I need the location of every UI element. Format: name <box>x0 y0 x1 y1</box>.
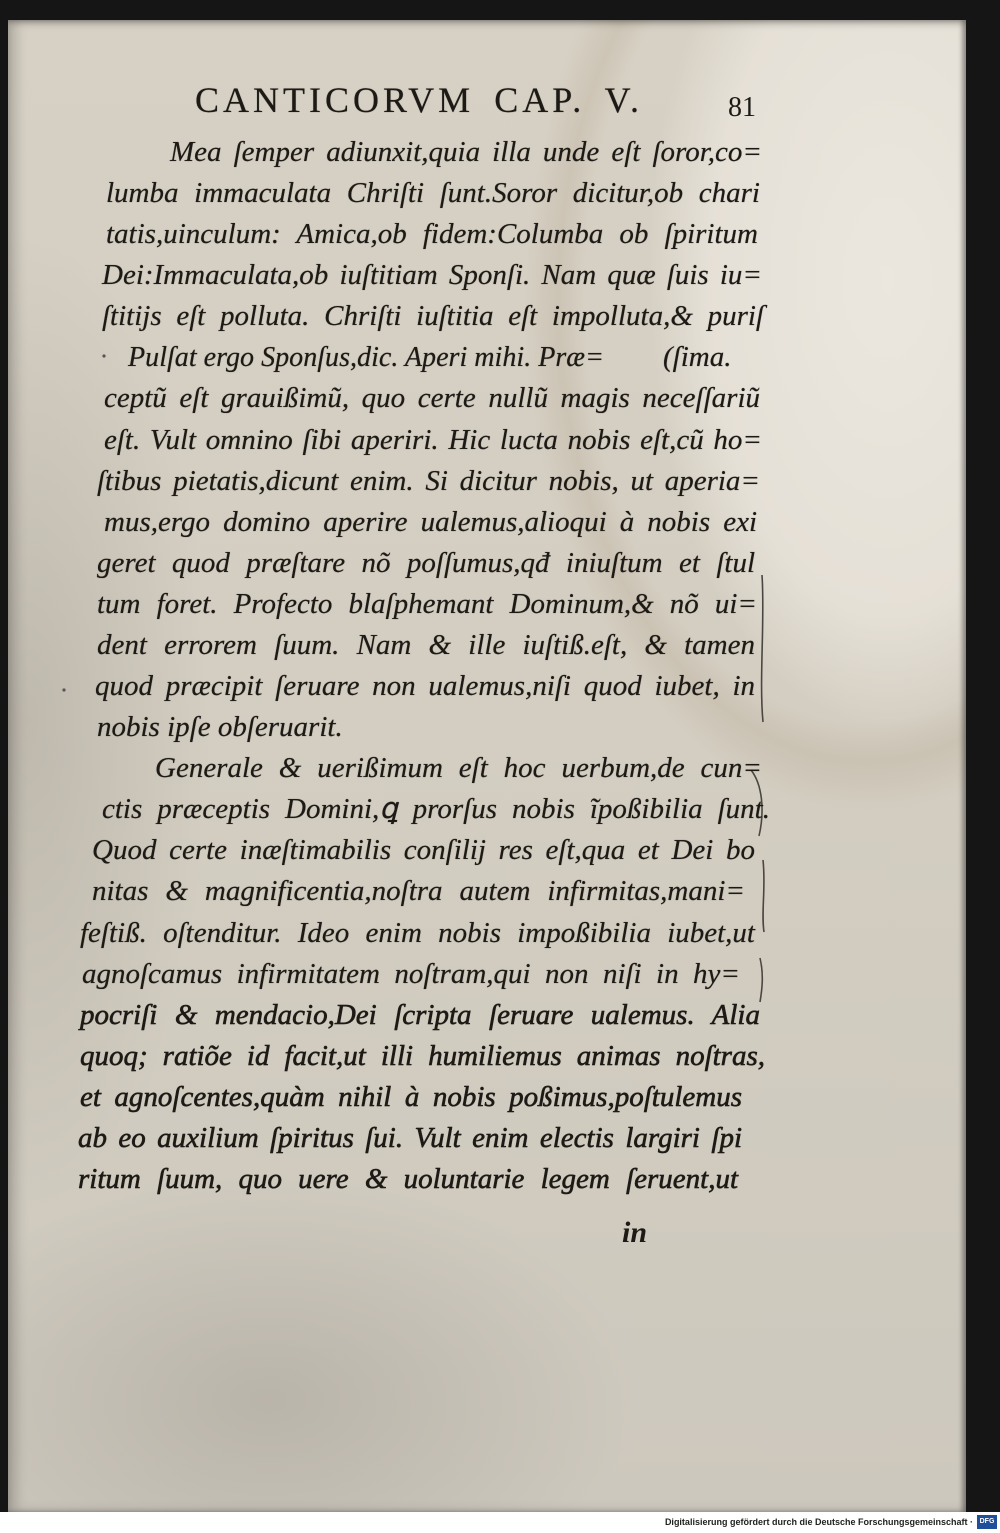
text-line <box>95 666 755 707</box>
footer-credit: Digitalisierung gefördert durch die Deutsche Forschungsgemeinschaft · <box>664 1517 973 1527</box>
text-line-text: feſtiß. oſtenditur. Ideo enim nobis impoßibilia iubet,ut <box>80 917 755 949</box>
text-line-text: nitas & magnificentia,noſtra autem infirmitas,mani= <box>92 875 745 907</box>
text-line-text: dent errorem ſuum. Nam & ille iuſtiß.eſt, & tamen <box>97 629 755 661</box>
text-line <box>92 830 755 871</box>
text-line-text: Dei:Immaculata,ob iuſtitiam Sponſi. Nam quæ ſuis iu= <box>102 259 762 291</box>
text-line <box>102 296 764 337</box>
text-line <box>104 378 760 419</box>
margin-dot <box>102 354 105 357</box>
text-line <box>82 954 740 995</box>
text-line-text: eſt. Vult omnino ſibi aperiri. Hic lucta nobis eſt,cũ ho= <box>104 424 762 456</box>
text-line-text: ſtibus pietatis,dicunt enim. Si dicitur nobis, ut aperia= <box>97 465 760 497</box>
margin-mark <box>760 958 762 1002</box>
text-line <box>80 995 760 1036</box>
text-line <box>80 913 755 954</box>
line-carryover-text: (ſima. <box>663 341 732 373</box>
text-line <box>106 214 758 255</box>
running-head <box>195 80 643 120</box>
digitization-footer <box>0 1512 1000 1533</box>
text-line <box>78 1159 738 1200</box>
text-line-text: lumba immaculata Chriſti ſunt.Soror dicitur,ob chari <box>106 177 760 209</box>
text-line <box>128 337 604 378</box>
text-line-text: et agnoſcentes,quàm nihil à nobis poßimus,poſtulemus <box>80 1081 742 1113</box>
text-line-text: tatis,uinculum: Amica,ob fidem:Columba ob ſpiritum <box>106 218 758 250</box>
running-head-text: CANTICORVM CAP. V. <box>195 80 643 120</box>
text-line-text: tum foret. Profecto blaſphemant Dominum,& nõ ui= <box>97 588 757 620</box>
text-line <box>97 584 757 625</box>
text-line-text: Pulſat ergo Sponſus,dic. Aperi mihi. Præ= <box>128 341 604 373</box>
text-line-text: Mea ſemper adiunxit,quia illa unde eſt ſoror,co= <box>170 136 762 168</box>
dfg-logo-icon: DFG <box>977 1515 997 1529</box>
text-line <box>104 502 757 543</box>
page-content <box>8 20 966 1512</box>
text-line-text: ctis præceptis Domini,ꝗ prorſus nobis ĩpoßibilia ſunt. <box>102 793 770 825</box>
text-line-text: pocriſi & mendacio,Dei ſcripta ſeruare ualemus. Alia <box>80 999 760 1031</box>
text-line-text: ab eo auxilium ſpiritus ſui. Vult enim electis largiri ſpi <box>78 1122 742 1154</box>
text-line-text: Generale & uerißimum eſt hoc uerbum,de cun= <box>155 752 762 784</box>
catchword: in <box>622 1216 648 1249</box>
text-line <box>78 1118 742 1159</box>
text-line <box>80 1077 742 1118</box>
text-line-text: geret quod præſtare nõ poſſumus,qđ iniuſtum et ſtul <box>97 547 755 579</box>
text-line <box>97 543 755 584</box>
text-line-text: ritum ſuum, quo uere & uoluntarie legem ſeruent,ut <box>78 1163 738 1195</box>
text-line-text: Quod certe inæſtimabilis conſilij res eſt,qua et Dei bo <box>92 834 755 866</box>
text-line-text: mus,ergo domino aperire ualemus,alioqui à nobis exi <box>104 506 757 538</box>
text-line <box>97 707 367 748</box>
text-line <box>92 871 745 912</box>
text-line-text: quod præcipit ſeruare non ualemus,niſi quod iubet, in <box>95 670 755 702</box>
book-page <box>8 20 966 1512</box>
text-line <box>106 173 760 214</box>
margin-mark <box>763 860 764 932</box>
text-line-text: ſtitijs eſt polluta. Chriſti iuſtitia eſt impolluta,& puriſ <box>102 300 764 332</box>
text-line-text: ceptũ eſt grauißimũ, quo certe nullũ magis neceſſariũ <box>104 382 760 414</box>
text-line-text: agnoſcamus infirmitatem noſtram,qui non niſi in hy= <box>82 958 740 990</box>
text-line <box>102 789 770 830</box>
page-number: 81 <box>728 92 756 123</box>
text-line <box>102 255 762 296</box>
text-line <box>80 1036 765 1077</box>
text-line <box>155 748 762 789</box>
text-line <box>97 625 755 666</box>
margin-mark <box>762 575 763 722</box>
text-line <box>97 461 760 502</box>
text-line <box>104 420 762 461</box>
line-carryover <box>663 337 758 378</box>
text-line-text: nobis ipſe obſeruarit. <box>97 711 343 743</box>
text-line <box>170 132 762 173</box>
text-line-text: quoq; ratiõe id facit,ut illi humiliemus animas noſtras, <box>80 1040 765 1072</box>
margin-dot <box>62 688 65 691</box>
